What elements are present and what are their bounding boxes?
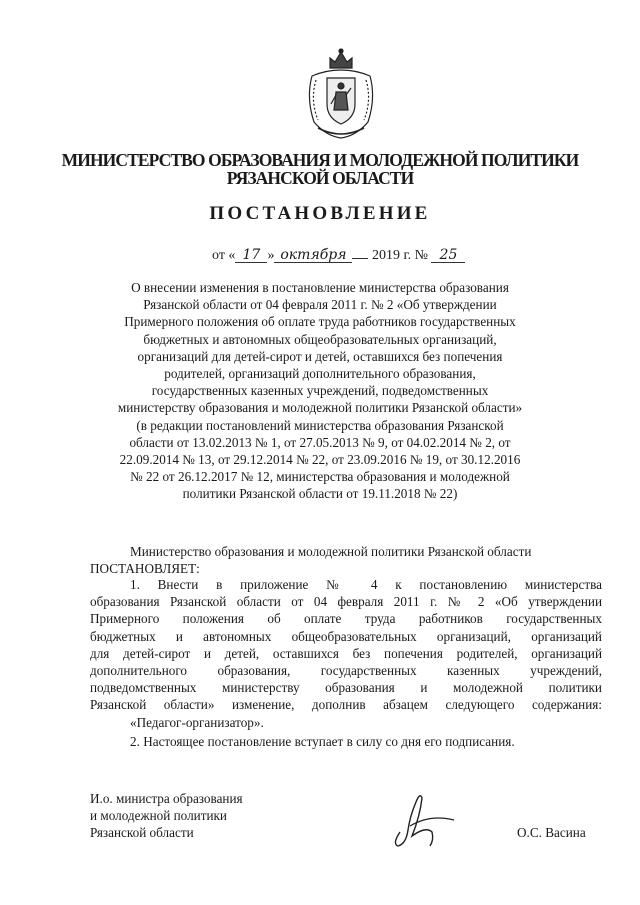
coat-of-arms-emblem: [300, 48, 382, 140]
title-line: организаций для детей-сирот и детей, оставшихся без попечения: [137, 348, 503, 364]
title-line: государственных казенных учреждений, подведомственных: [151, 383, 489, 399]
date-middle: »: [267, 248, 275, 263]
signatory-title-line: И.о. министра образования: [90, 791, 243, 806]
title-line: министерству образования и молодежной политики Рязанской области»: [117, 400, 523, 416]
paragraph-line: для детей-сирот и детей, оставшихся без попечения родителей, организаций: [90, 645, 602, 661]
intro-paragraph: [90, 543, 602, 577]
date-number-line: [212, 248, 465, 264]
date-prefix: от «: [212, 248, 236, 263]
document-number-handwritten: 25: [431, 249, 465, 263]
signatory-title-line: Рязанской области: [90, 825, 194, 841]
date-day-handwritten: 17: [235, 249, 267, 263]
signatory-name: О.С. Васина: [517, 825, 586, 840]
intro-line: Министерство образования и молодежной политики Рязанской области: [130, 544, 532, 559]
resolves-word: ПОСТАНОВЛЯЕТ:: [90, 561, 200, 577]
handwritten-signature: [386, 786, 458, 850]
title-line: родителей, организаций дополнительного образования,: [164, 366, 476, 382]
title-line: (в редакции постановлений министерства образования Рязанской: [136, 417, 504, 433]
paragraph-line: Примерного положения об оплате труда работников государственных: [90, 611, 602, 627]
paragraph-line: Рязанской области» изменение, дополнив абзацем следующего содержания:: [90, 697, 602, 713]
paragraph-line: 1. Внести в приложение № 4 к постановлению министерства: [130, 577, 602, 592]
document-type-heading: ПОСТАНОВЛЕНИЕ: [209, 203, 431, 224]
paragraph-line: дополнительного образования, государственных казенных учреждений,: [90, 663, 602, 679]
title-line: политики Рязанской области от 19.11.2018 № 22): [182, 486, 458, 502]
paragraph-line: подведомственных министерству образования и молодежной политики: [90, 680, 602, 696]
title-line: 22.09.2014 № 13, от 29.12.2014 № 22, от 23.09.2016 № 19, от 30.12.2016: [119, 452, 521, 468]
paragraph-line: «Педагог-организатор».: [130, 714, 264, 730]
ministry-name-line1: МИНИСТЕРСТВО ОБРАЗОВАНИЯ И МОЛОДЕЖНОЙ ПОЛИТИКИ: [61, 150, 579, 170]
title-line: бюджетных и автономных общеобразовательных организаций,: [143, 331, 497, 347]
signatory-title-line: и молодежной политики: [90, 808, 227, 824]
paragraph-line: образования Рязанской области от 04 февраля 2011 г. № 2 «Об утверждении: [90, 594, 602, 610]
title-line: области от 13.02.2013 № 1, от 27.05.2013 № 9, от 04.02.2014 № 2, от: [129, 434, 511, 450]
ministry-name-line2: РЯЗАНСКОЙ ОБЛАСТИ: [226, 168, 414, 188]
paragraph-1: [90, 576, 602, 731]
title-line: О внесении изменения в постановление министерства образования: [131, 280, 509, 295]
paragraph-2: 2. Настоящее постановление вступает в силу со дня его подписания.: [130, 734, 515, 749]
paragraph-line: бюджетных и автономных общеобразовательных организаций, организаций: [90, 628, 602, 644]
document-title-block: [110, 279, 530, 503]
title-line: № 22 от 26.12.2017 № 12, министерства образования и молодежной: [130, 469, 510, 485]
date-year-label: 2019 г. №: [371, 248, 428, 263]
date-month-handwritten: октября: [274, 249, 352, 263]
signatory-title: [90, 790, 243, 842]
title-line: Рязанской области от 04 февраля 2011 г. № 2 «Об утверждении: [143, 297, 497, 313]
title-line: Примерного положения об оплате труда работников государственных: [124, 314, 516, 330]
